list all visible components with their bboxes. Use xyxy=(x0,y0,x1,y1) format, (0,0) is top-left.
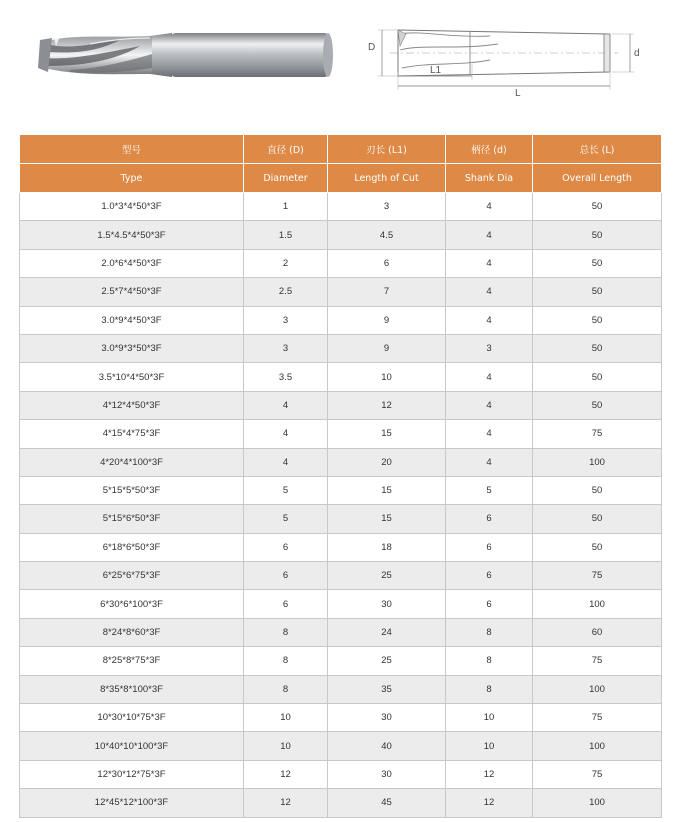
cell-overall-length: 50 xyxy=(533,505,662,533)
cell-overall-length: 100 xyxy=(533,675,662,703)
cell-length-of-cut: 12 xyxy=(328,391,446,419)
cell-overall-length: 60 xyxy=(533,618,662,646)
cell-length-of-cut: 3 xyxy=(328,193,446,221)
cell-shank-dia: 4 xyxy=(446,278,533,306)
cell-diameter: 3 xyxy=(244,334,328,362)
cell-length-of-cut: 4.5 xyxy=(328,221,446,249)
cell-type: 2.0*6*4*50*3F xyxy=(20,249,244,277)
table-row xyxy=(20,476,662,504)
cell-length-of-cut: 45 xyxy=(328,789,446,817)
cell-overall-length: 75 xyxy=(533,562,662,590)
cell-type: 3.5*10*4*50*3F xyxy=(20,363,244,391)
cell-shank-dia: 4 xyxy=(446,391,533,419)
cell-shank-dia: 8 xyxy=(446,647,533,675)
table-row xyxy=(20,590,662,618)
cell-type: 1.0*3*4*50*3F xyxy=(20,193,244,221)
table-row xyxy=(20,221,662,249)
cell-type: 1.5*4.5*4*50*3F xyxy=(20,221,244,249)
cell-overall-length: 50 xyxy=(533,391,662,419)
cell-overall-length: 50 xyxy=(533,306,662,334)
label-L: L xyxy=(515,88,521,98)
cell-diameter: 2.5 xyxy=(244,278,328,306)
table-row xyxy=(20,278,662,306)
cell-length-of-cut: 30 xyxy=(328,590,446,618)
table-body xyxy=(20,193,662,818)
header-diameter-cn: 直径 (D) xyxy=(244,135,328,164)
header-diameter: Diameter xyxy=(244,164,328,193)
cell-overall-length: 75 xyxy=(533,420,662,448)
header-overall-length-cn: 总长 (L) xyxy=(533,135,662,164)
cell-overall-length: 50 xyxy=(533,221,662,249)
cell-overall-length: 50 xyxy=(533,249,662,277)
cell-type: 6*18*6*50*3F xyxy=(20,533,244,561)
end-mill-drawing xyxy=(360,20,650,98)
cell-length-of-cut: 6 xyxy=(328,249,446,277)
cell-diameter: 10 xyxy=(244,732,328,760)
cell-length-of-cut: 15 xyxy=(328,420,446,448)
table-row xyxy=(20,249,662,277)
cell-diameter: 6 xyxy=(244,562,328,590)
cell-overall-length: 50 xyxy=(533,278,662,306)
cell-length-of-cut: 15 xyxy=(328,505,446,533)
cell-type: 5*15*5*50*3F xyxy=(20,476,244,504)
cell-type: 4*15*4*75*3F xyxy=(20,420,244,448)
cell-diameter: 12 xyxy=(244,760,328,788)
cell-type: 4*20*4*100*3F xyxy=(20,448,244,476)
cell-overall-length: 100 xyxy=(533,789,662,817)
cell-length-of-cut: 18 xyxy=(328,533,446,561)
table-row xyxy=(20,789,662,817)
cell-type: 8*24*8*60*3F xyxy=(20,618,244,646)
header-type-cn: 型号 xyxy=(20,135,244,164)
cell-length-of-cut: 9 xyxy=(328,306,446,334)
cell-shank-dia: 4 xyxy=(446,363,533,391)
cell-shank-dia: 5 xyxy=(446,476,533,504)
table-row xyxy=(20,675,662,703)
table-row xyxy=(20,505,662,533)
cell-shank-dia: 10 xyxy=(446,704,533,732)
cell-type: 10*30*10*75*3F xyxy=(20,704,244,732)
cell-shank-dia: 4 xyxy=(446,420,533,448)
table-row xyxy=(20,448,662,476)
cell-type: 3.0*9*4*50*3F xyxy=(20,306,244,334)
cell-type: 12*30*12*75*3F xyxy=(20,760,244,788)
cell-type: 4*12*4*50*3F xyxy=(20,391,244,419)
cell-diameter: 3 xyxy=(244,306,328,334)
cell-diameter: 4 xyxy=(244,391,328,419)
header-length-of-cut-cn: 刃长 (L1) xyxy=(328,135,446,164)
cell-shank-dia: 12 xyxy=(446,789,533,817)
cell-diameter: 4 xyxy=(244,448,328,476)
cell-length-of-cut: 20 xyxy=(328,448,446,476)
cell-overall-length: 50 xyxy=(533,193,662,221)
header-length-of-cut: Length of Cut xyxy=(328,164,446,193)
cell-type: 8*25*8*75*3F xyxy=(20,647,244,675)
cell-diameter: 2 xyxy=(244,249,328,277)
cell-type: 12*45*12*100*3F xyxy=(20,789,244,817)
cell-diameter: 4 xyxy=(244,420,328,448)
cell-type: 8*35*8*100*3F xyxy=(20,675,244,703)
header-overall-length: Overall Length xyxy=(533,164,662,193)
cell-diameter: 3.5 xyxy=(244,363,328,391)
cell-overall-length: 75 xyxy=(533,647,662,675)
cell-overall-length: 75 xyxy=(533,760,662,788)
header-type: Type xyxy=(20,164,244,193)
cell-shank-dia: 4 xyxy=(446,221,533,249)
cell-diameter: 8 xyxy=(244,675,328,703)
cell-overall-length: 50 xyxy=(533,533,662,561)
specification-table xyxy=(19,134,662,818)
cell-length-of-cut: 30 xyxy=(328,704,446,732)
cell-shank-dia: 4 xyxy=(446,448,533,476)
cell-shank-dia: 10 xyxy=(446,732,533,760)
cell-shank-dia: 4 xyxy=(446,249,533,277)
cell-overall-length: 75 xyxy=(533,704,662,732)
table-row xyxy=(20,618,662,646)
table-row xyxy=(20,363,662,391)
cell-type: 3.0*9*3*50*3F xyxy=(20,334,244,362)
table-row xyxy=(20,760,662,788)
cell-type: 6*30*6*100*3F xyxy=(20,590,244,618)
cell-shank-dia: 4 xyxy=(446,306,533,334)
cell-shank-dia: 8 xyxy=(446,675,533,703)
cell-type: 5*15*6*50*3F xyxy=(20,505,244,533)
cell-overall-length: 100 xyxy=(533,448,662,476)
cell-diameter: 10 xyxy=(244,704,328,732)
cell-shank-dia: 3 xyxy=(446,334,533,362)
cell-type: 6*25*6*75*3F xyxy=(20,562,244,590)
table-row xyxy=(20,193,662,221)
table-row xyxy=(20,391,662,419)
cell-length-of-cut: 9 xyxy=(328,334,446,362)
table-row xyxy=(20,647,662,675)
cell-diameter: 6 xyxy=(244,533,328,561)
header-row-chinese xyxy=(20,135,662,164)
header-shank-dia-cn: 柄径 (d) xyxy=(446,135,533,164)
cell-overall-length: 100 xyxy=(533,590,662,618)
cell-shank-dia: 8 xyxy=(446,618,533,646)
table-row xyxy=(20,562,662,590)
cell-diameter: 1.5 xyxy=(244,221,328,249)
table-row xyxy=(20,334,662,362)
cell-diameter: 1 xyxy=(244,193,328,221)
cell-diameter: 8 xyxy=(244,647,328,675)
cell-diameter: 8 xyxy=(244,618,328,646)
cell-shank-dia: 12 xyxy=(446,760,533,788)
cell-length-of-cut: 30 xyxy=(328,760,446,788)
cell-overall-length: 100 xyxy=(533,732,662,760)
label-L1: L1 xyxy=(430,65,442,76)
cell-shank-dia: 6 xyxy=(446,505,533,533)
cell-length-of-cut: 24 xyxy=(328,618,446,646)
cell-diameter: 12 xyxy=(244,789,328,817)
cell-length-of-cut: 10 xyxy=(328,363,446,391)
cell-overall-length: 50 xyxy=(533,476,662,504)
cell-length-of-cut: 25 xyxy=(328,562,446,590)
table-row xyxy=(20,704,662,732)
table-row xyxy=(20,732,662,760)
cell-length-of-cut: 40 xyxy=(328,732,446,760)
header-shank-dia: Shank Dia xyxy=(446,164,533,193)
cell-diameter: 5 xyxy=(244,505,328,533)
cell-length-of-cut: 15 xyxy=(328,476,446,504)
cell-length-of-cut: 7 xyxy=(328,278,446,306)
cell-diameter: 5 xyxy=(244,476,328,504)
label-d: d xyxy=(634,48,640,59)
cell-overall-length: 50 xyxy=(533,334,662,362)
cell-length-of-cut: 35 xyxy=(328,675,446,703)
cell-overall-length: 50 xyxy=(533,363,662,391)
header-row-english xyxy=(20,164,662,193)
label-D: D xyxy=(368,42,376,53)
cell-diameter: 6 xyxy=(244,590,328,618)
cell-shank-dia: 4 xyxy=(446,193,533,221)
table-row xyxy=(20,533,662,561)
cell-type: 2.5*7*4*50*3F xyxy=(20,278,244,306)
cell-type: 10*40*10*100*3F xyxy=(20,732,244,760)
cell-shank-dia: 6 xyxy=(446,562,533,590)
cell-shank-dia: 6 xyxy=(446,590,533,618)
cell-shank-dia: 6 xyxy=(446,533,533,561)
table-row xyxy=(20,306,662,334)
table-row xyxy=(20,420,662,448)
cell-length-of-cut: 25 xyxy=(328,647,446,675)
end-mill-photo xyxy=(30,24,335,86)
